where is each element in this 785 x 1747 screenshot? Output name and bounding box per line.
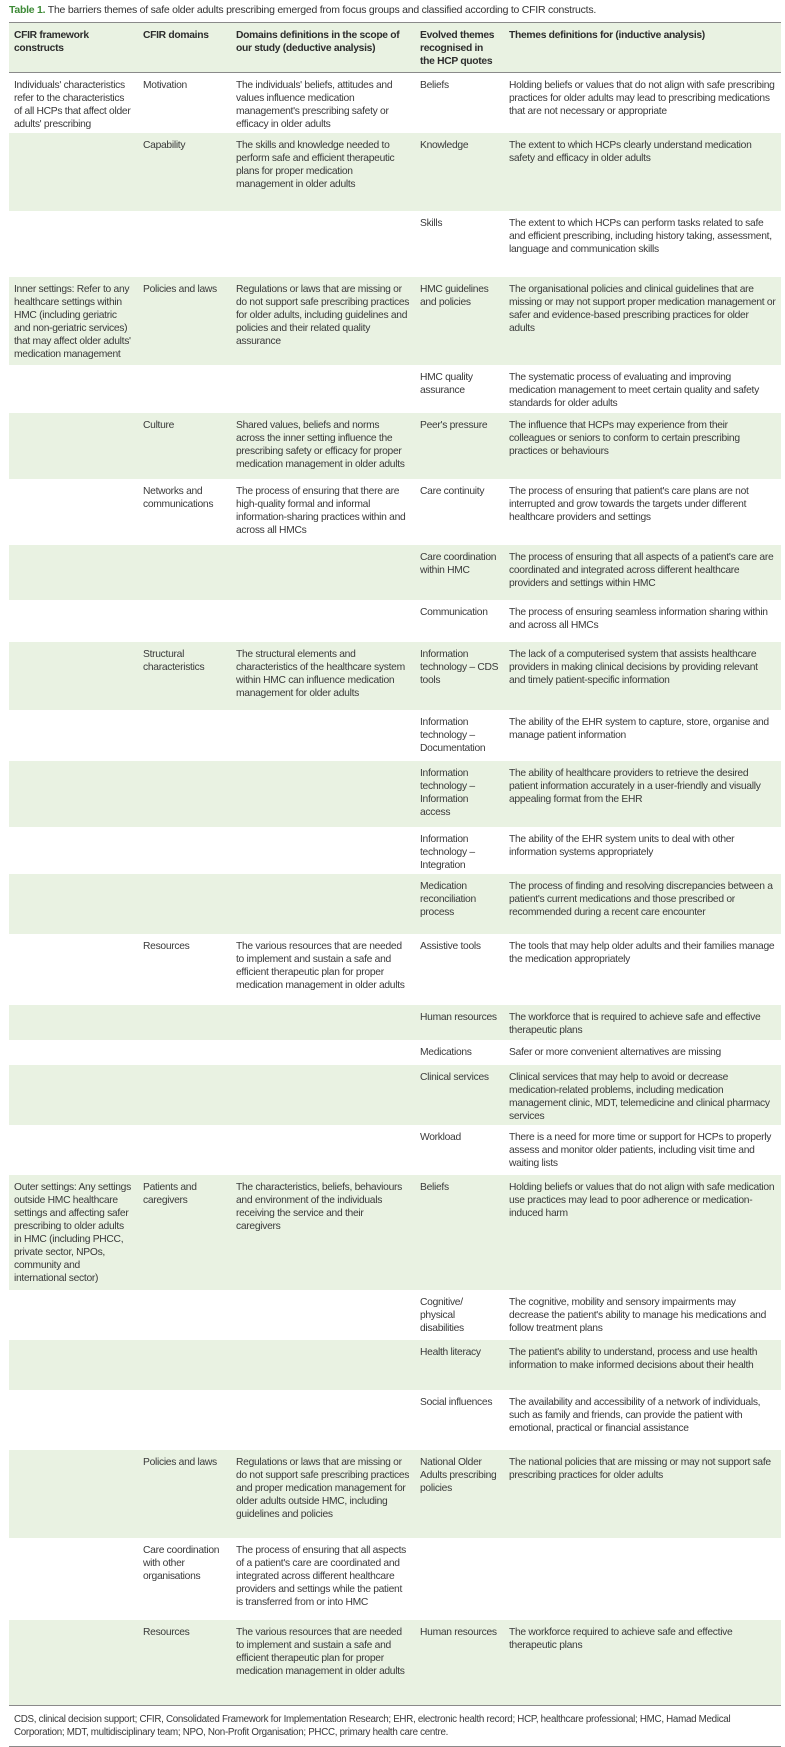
domain-definition-cell <box>231 710 415 761</box>
construct-cell <box>9 365 138 413</box>
domain-definition-cell <box>231 1340 415 1390</box>
table-row <box>9 1450 781 1538</box>
theme-definition-cell: The extent to which HCPs can perform tasks related to safe and efficient prescribing, including history taking, assessment, language and communication skills <box>504 211 781 277</box>
domain-definition-cell: The various resources that are needed to implement and sustain a safe and efficient therapeutic plan for proper medication management in older adults <box>231 1620 415 1705</box>
domain-cell: Structural characteristics <box>138 642 231 710</box>
construct-cell <box>9 1340 138 1390</box>
construct-cell: Individuals' characteristics refer to the characteristics of all HCPs that affect older adults' prescribing <box>9 73 138 134</box>
domain-definition-cell <box>231 365 415 413</box>
domain-definition-cell <box>231 600 415 642</box>
construct-cell <box>9 761 138 827</box>
theme-cell: National Older Adults prescribing policies <box>415 1450 504 1538</box>
domain-cell <box>138 1065 231 1125</box>
construct-cell <box>9 413 138 479</box>
theme-definition-cell: The organisational policies and clinical guidelines that are missing or may not support proper medication management or safer and evidence-based prescribing practices for older adults <box>504 277 781 365</box>
theme-definition-cell: The process of ensuring seamless information sharing within and across all HMCs <box>504 600 781 642</box>
header-theme: Evolved themes recognised in the HCP quotes <box>415 23 504 73</box>
construct-cell <box>9 1125 138 1175</box>
footnote: CDS, clinical decision support; CFIR, Consolidated Framework for Implementation Research; EHR, electronic health record; HCP, healthcare professional; HMC, Hamad Medical Corporation; MDT, multidisciplinary team; NPO, Non-Profit Organisation; PHCC, primary health care centre. <box>9 1705 781 1746</box>
domain-cell: Motivation <box>138 73 231 134</box>
theme-definition-cell: There is a need for more time or support for HCPs to properly assess and monitor older patients, including visit time and waiting lists <box>504 1125 781 1175</box>
construct-cell <box>9 1040 138 1065</box>
theme-cell: Information technology – CDS tools <box>415 642 504 710</box>
theme-definition-cell: The cognitive, mobility and sensory impairments may decrease the patient's ability to manage his medications and follow treatment plans <box>504 1290 781 1340</box>
cfir-barriers-table <box>9 22 781 1747</box>
table-row <box>9 934 781 1005</box>
domain-definition-cell: Shared values, beliefs and norms across the inner setting influence the prescribing safety or efficacy for proper medication management in older adults <box>231 413 415 479</box>
domain-definition-cell: The structural elements and characteristics of the healthcare system within HMC can influence medication management for older adults <box>231 642 415 710</box>
theme-cell: Information technology – Documentation <box>415 710 504 761</box>
table-row <box>9 827 781 874</box>
construct-cell <box>9 1390 138 1450</box>
construct-cell <box>9 133 138 211</box>
header-theme-def: Themes definitions for (inductive analysis) <box>504 23 781 73</box>
table-row <box>9 761 781 827</box>
theme-definition-cell: Holding beliefs or values that do not align with safe medication use practices may lead to poor adherence or medication-induced harm <box>504 1175 781 1290</box>
theme-cell: Assistive tools <box>415 934 504 1005</box>
domain-definition-cell <box>231 1005 415 1040</box>
table-row <box>9 277 781 365</box>
domain-definition-cell <box>231 545 415 600</box>
table-row <box>9 1175 781 1290</box>
table-row <box>9 365 781 413</box>
table-row <box>9 545 781 600</box>
header-row <box>9 23 781 73</box>
theme-cell: Beliefs <box>415 1175 504 1290</box>
domain-cell <box>138 1390 231 1450</box>
theme-definition-cell: Clinical services that may help to avoid or decrease medication-related problems, including medication management clinic, MDT, telemedicine and clinical pharmacy services <box>504 1065 781 1125</box>
domain-cell <box>138 365 231 413</box>
theme-definition-cell: The systematic process of evaluating and improving medication management to meet certain quality and safety standards for older adults <box>504 365 781 413</box>
theme-cell: HMC guidelines and policies <box>415 277 504 365</box>
theme-cell: Skills <box>415 211 504 277</box>
theme-definition-cell: The process of ensuring that patient's care plans are not interrupted and grow towards the targets under different healthcare providers and settings <box>504 479 781 545</box>
construct-cell: Inner settings: Refer to any healthcare settings within HMC (including geriatric and non-geriatric services) that may affect older adults' medication management <box>9 277 138 365</box>
theme-definition-cell: The lack of a computerised system that assists healthcare providers in making clinical decisions by providing relevant and timely patient-specific information <box>504 642 781 710</box>
table-body <box>9 73 781 1706</box>
domain-cell <box>138 710 231 761</box>
theme-definition-cell <box>504 1538 781 1620</box>
theme-definition-cell: The influence that HCPs may experience from their colleagues or seniors to conform to certain prescribing practices or behaviours <box>504 413 781 479</box>
table-row <box>9 1390 781 1450</box>
domain-cell <box>138 1290 231 1340</box>
construct-cell <box>9 934 138 1005</box>
domain-cell: Policies and laws <box>138 1450 231 1538</box>
construct-cell <box>9 211 138 277</box>
table-row <box>9 1040 781 1065</box>
table-row <box>9 1620 781 1705</box>
domain-definition-cell <box>231 1390 415 1450</box>
theme-definition-cell: The workforce required to achieve safe and effective therapeutic plans <box>504 1620 781 1705</box>
table-row <box>9 1005 781 1040</box>
theme-definition-cell: The workforce that is required to achieve safe and effective therapeutic plans <box>504 1005 781 1040</box>
domain-cell <box>138 211 231 277</box>
table-row <box>9 600 781 642</box>
table-row <box>9 1290 781 1340</box>
table-label: Table 1. <box>9 4 46 16</box>
construct-cell <box>9 1065 138 1125</box>
domain-definition-cell <box>231 874 415 934</box>
domain-cell <box>138 874 231 934</box>
domain-cell: Resources <box>138 1620 231 1705</box>
construct-cell <box>9 1538 138 1620</box>
domain-cell: Culture <box>138 413 231 479</box>
domain-definition-cell <box>231 211 415 277</box>
construct-cell <box>9 600 138 642</box>
construct-cell <box>9 874 138 934</box>
table-row <box>9 133 781 211</box>
theme-cell: Medication reconciliation process <box>415 874 504 934</box>
domain-cell <box>138 600 231 642</box>
domain-cell: Capability <box>138 133 231 211</box>
domain-cell <box>138 827 231 874</box>
header-construct: CFIR framework constructs <box>9 23 138 73</box>
theme-definition-cell: The ability of the EHR system to capture, store, organise and manage patient information <box>504 710 781 761</box>
domain-definition-cell <box>231 1290 415 1340</box>
domain-cell: Care coordination with other organisations <box>138 1538 231 1620</box>
theme-cell: Communication <box>415 600 504 642</box>
domain-definition-cell: The characteristics, beliefs, behaviours and environment of the individuals receiving the service and their caregivers <box>231 1175 415 1290</box>
theme-cell: Care continuity <box>415 479 504 545</box>
table-row <box>9 479 781 545</box>
theme-definition-cell: The process of finding and resolving discrepancies between a patient's current medications and those prescribed or recommended during a recent care encounter <box>504 874 781 934</box>
theme-definition-cell: Safer or more convenient alternatives are missing <box>504 1040 781 1065</box>
domain-cell <box>138 1340 231 1390</box>
domain-definition-cell <box>231 761 415 827</box>
table-row <box>9 1065 781 1125</box>
domain-definition-cell <box>231 1125 415 1175</box>
domain-definition-cell <box>231 1040 415 1065</box>
theme-definition-cell: Holding beliefs or values that do not align with safe prescribing practices for older adults may lead to prescribing medications that are not necessary or appropriate <box>504 73 781 134</box>
table-row <box>9 874 781 934</box>
table-row <box>9 1538 781 1620</box>
table-row <box>9 1125 781 1175</box>
domain-definition-cell: Regulations or laws that are missing or do not support safe prescribing practices for older adults, including guidelines and policies and their related quality assurance <box>231 277 415 365</box>
theme-definition-cell: The ability of healthcare providers to retrieve the desired patient information accurately in a user-friendly and visually appealing format from the EHR <box>504 761 781 827</box>
theme-definition-cell: The national policies that are missing or may not support safe prescribing practices for older adults <box>504 1450 781 1538</box>
construct-cell <box>9 1290 138 1340</box>
domain-cell <box>138 761 231 827</box>
header-domain-def: Domains definitions in the scope of our study (deductive analysis) <box>231 23 415 73</box>
construct-cell <box>9 1620 138 1705</box>
theme-cell: Peer's pressure <box>415 413 504 479</box>
construct-cell: Outer settings: Any settings outside HMC healthcare settings and affecting safer prescribing to older adults in HMC (including PHCC, private sector, NPOs, community and international sector) <box>9 1175 138 1290</box>
theme-definition-cell: The ability of the EHR system units to deal with other information systems appropriately <box>504 827 781 874</box>
domain-definition-cell: The various resources that are needed to implement and sustain a safe and efficient therapeutic plan for proper medication management in older adults <box>231 934 415 1005</box>
construct-cell <box>9 479 138 545</box>
header-domain: CFIR domains <box>138 23 231 73</box>
domain-cell: Networks and communications <box>138 479 231 545</box>
domain-cell: Policies and laws <box>138 277 231 365</box>
theme-definition-cell: The tools that may help older adults and their families manage the medication appropriately <box>504 934 781 1005</box>
construct-cell <box>9 1450 138 1538</box>
theme-cell: Human resources <box>415 1005 504 1040</box>
theme-cell: Medications <box>415 1040 504 1065</box>
table-row <box>9 1340 781 1390</box>
domain-definition-cell: Regulations or laws that are missing or do not support safe prescribing practices and proper medication management for older adults outside HMC, including guidelines and policies <box>231 1450 415 1538</box>
table-row <box>9 642 781 710</box>
domain-cell <box>138 545 231 600</box>
construct-cell <box>9 642 138 710</box>
table-row <box>9 211 781 277</box>
domain-definition-cell: The skills and knowledge needed to perform safe and efficient therapeutic plans for proper medication management in older adults <box>231 133 415 211</box>
footnote-row <box>9 1705 781 1746</box>
construct-cell <box>9 545 138 600</box>
theme-cell <box>415 1538 504 1620</box>
domain-definition-cell <box>231 827 415 874</box>
theme-definition-cell: The availability and accessibility of a network of individuals, such as family and friends, can provide the patient with emotional, practical or financial assistance <box>504 1390 781 1450</box>
theme-cell: Human resources <box>415 1620 504 1705</box>
table-row <box>9 73 781 134</box>
domain-definition-cell: The individuals' beliefs, attitudes and values influence medication management's prescribing safety or efficacy in older adults <box>231 73 415 134</box>
construct-cell <box>9 1005 138 1040</box>
caption-text: The barriers themes of safe older adults prescribing emerged from focus groups and classified according to CFIR constructs. <box>45 4 596 16</box>
domain-cell <box>138 1125 231 1175</box>
theme-cell: Care coordination within HMC <box>415 545 504 600</box>
domain-cell <box>138 1040 231 1065</box>
construct-cell <box>9 827 138 874</box>
domain-definition-cell: The process of ensuring that all aspects of a patient's care are coordinated and integrated across different healthcare providers and settings while the patient is transferred from or into HMC <box>231 1538 415 1620</box>
theme-cell: Information technology – Information access <box>415 761 504 827</box>
domain-cell: Patients and caregivers <box>138 1175 231 1290</box>
theme-cell: Workload <box>415 1125 504 1175</box>
theme-definition-cell: The patient's ability to understand, process and use health information to make informed decisions about their health <box>504 1340 781 1390</box>
table-caption <box>9 4 596 16</box>
domain-cell <box>138 1005 231 1040</box>
domain-definition-cell <box>231 1065 415 1125</box>
theme-cell: Social influences <box>415 1390 504 1450</box>
domain-definition-cell: The process of ensuring that there are high-quality formal and informal information-sharing practices within and across all HMCs <box>231 479 415 545</box>
theme-cell: Knowledge <box>415 133 504 211</box>
theme-cell: Information technology – Integration <box>415 827 504 874</box>
theme-cell: Health literacy <box>415 1340 504 1390</box>
theme-definition-cell: The extent to which HCPs clearly understand medication safety and efficacy in older adults <box>504 133 781 211</box>
theme-cell: Cognitive/ physical disabilities <box>415 1290 504 1340</box>
table-row <box>9 710 781 761</box>
construct-cell <box>9 710 138 761</box>
table-row <box>9 413 781 479</box>
domain-cell: Resources <box>138 934 231 1005</box>
theme-definition-cell: The process of ensuring that all aspects of a patient's care are coordinated and integrated across different healthcare providers and settings within HMC <box>504 545 781 600</box>
theme-cell: HMC quality assurance <box>415 365 504 413</box>
theme-cell: Clinical services <box>415 1065 504 1125</box>
theme-cell: Beliefs <box>415 73 504 134</box>
